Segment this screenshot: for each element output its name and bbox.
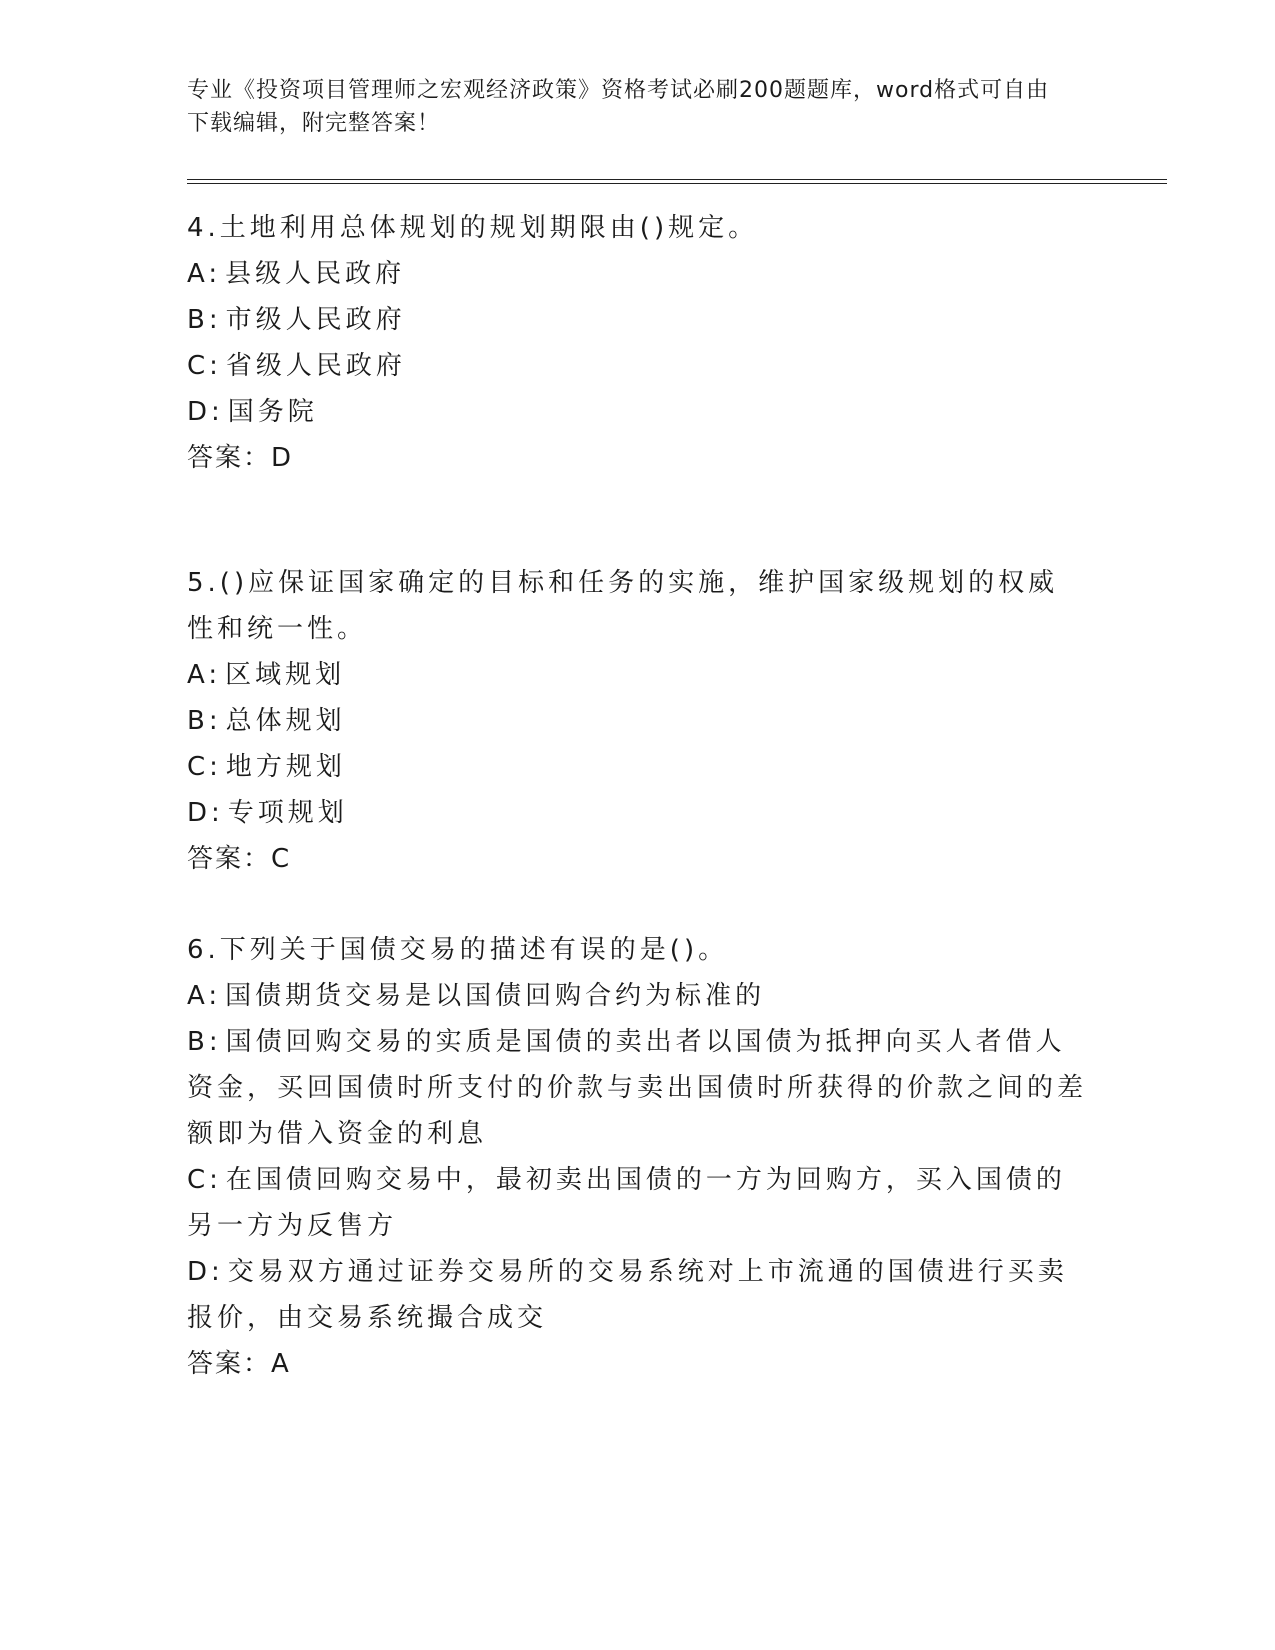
option-text: 区域规划 xyxy=(225,660,346,690)
option-key: B: xyxy=(187,305,222,335)
question-6 xyxy=(187,927,1087,1387)
question-stem: 5.()应保证国家确定的目标和任务的实施，维护国家级规划的权威性和统一性。 xyxy=(187,568,1059,644)
option-d xyxy=(187,1249,1087,1341)
option-b xyxy=(187,698,1087,744)
question-5 xyxy=(187,560,1087,882)
option-text: 在国债回购交易中，最初卖出国债的一方为回购方，买入国债的另一方为反售方 xyxy=(187,1165,1066,1241)
option-c xyxy=(187,1157,1087,1249)
option-c xyxy=(187,343,1087,389)
option-key: C: xyxy=(187,1165,222,1195)
option-key: A: xyxy=(187,981,222,1011)
document-intro: 专业《投资项目管理师之宏观经济政策》资格考试必刷200题题库，word格式可自由下载编辑，附完整答案！ xyxy=(187,78,1050,136)
option-a xyxy=(187,652,1087,698)
option-a xyxy=(187,251,1087,297)
option-key: A: xyxy=(187,259,222,289)
option-c xyxy=(187,744,1087,790)
option-b xyxy=(187,1019,1087,1157)
option-key: A: xyxy=(187,660,222,690)
option-d xyxy=(187,389,1087,435)
option-text: 市级人民政府 xyxy=(225,305,406,335)
option-text: 专项规划 xyxy=(227,798,348,828)
option-key: D: xyxy=(187,1257,224,1287)
option-key: D: xyxy=(187,798,224,828)
option-key: C: xyxy=(187,752,222,782)
option-key: D: xyxy=(187,397,224,427)
option-text: 省级人民政府 xyxy=(225,351,406,381)
option-text: 地方规划 xyxy=(225,752,346,782)
option-text: 县级人民政府 xyxy=(225,259,406,289)
question-stem: 6.下列关于国债交易的描述有误的是()。 xyxy=(187,935,729,965)
answer-label: 答案：A xyxy=(187,1349,291,1379)
option-text: 交易双方通过证券交易所的交易系统对上市流通的国债进行买卖报价，由交易系统撮合成交 xyxy=(187,1257,1068,1333)
option-text: 国债期货交易是以国债回购合约为标准的 xyxy=(225,981,766,1011)
option-d xyxy=(187,790,1087,836)
option-text: 总体规划 xyxy=(225,706,346,736)
header-divider-bottom xyxy=(187,183,1167,184)
option-a xyxy=(187,973,1087,1019)
option-text: 国债回购交易的实质是国债的卖出者以国债为抵押向买人者借人资金，买回国债时所支付的价款与卖出国债时所获得的价款之间的差额即为借入资金的利息 xyxy=(187,1027,1088,1149)
option-b xyxy=(187,297,1087,343)
question-4 xyxy=(187,205,1087,481)
answer-label: 答案：C xyxy=(187,844,292,874)
header-divider-top xyxy=(187,179,1167,180)
option-text: 国务院 xyxy=(227,397,318,427)
option-key: B: xyxy=(187,1027,222,1057)
answer-label: 答案：D xyxy=(187,443,294,473)
question-stem: 4.土地利用总体规划的规划期限由()规定。 xyxy=(187,213,759,243)
option-key: C: xyxy=(187,351,222,381)
option-key: B: xyxy=(187,706,222,736)
